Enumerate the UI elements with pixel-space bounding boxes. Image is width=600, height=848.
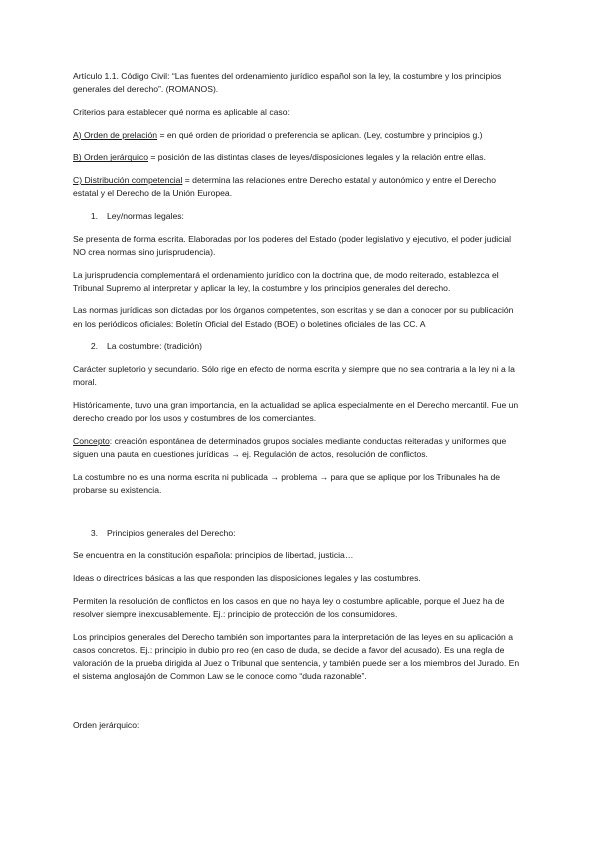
- criterion-c: [73, 174, 523, 200]
- section-2-paragraph-4: La costumbre no es una norma escrita ni publicada → problema → para que se aplique por los Tribunales ha de probarse su existencia.: [73, 471, 501, 495]
- criterion-a-text: = en qué orden de prioridad o preferencia se aplican. (Ley, costumbre y principios g.): [157, 129, 483, 140]
- criterion-b: [73, 151, 523, 164]
- section-1-title: Ley/normas legales:: [107, 210, 184, 221]
- criterion-b-text: = posición de las distintas clases de leyes/disposiciones legales y la relación entre ellas.: [148, 152, 486, 163]
- section-3-paragraph-1: Se encuentra en la constitución española: principios de libertad, justicia…: [73, 550, 354, 561]
- section-3-paragraph-3: Permiten la resolución de conflictos en los casos en que no haya ley o costumbre aplicable, porque el Juez ha de resolver siempre inexcusablemente. Ej.: principio de protección de los consumidores.: [73, 595, 505, 619]
- section-3-paragraph-4: Los principios generales del Derecho también son importantes para la interpretación de las leyes en su aplicación a casos concretos. Ej.: principio in dubio pro reo (en caso de duda, se decide a favor del acusado). Es una regla de valoración de la prueba dirigida al Juez o Tribunal que sentencia, y también puede ser a los miembros del Jurado. En el sistema anglosajón de Common Law se le conoce como “duda razonable”.: [73, 631, 520, 682]
- criterion-c-text: = determina las relaciones entre Derecho estatal y autonómico y entre el Derecho estatal y el Derecho de la Unión Europea.: [73, 175, 496, 199]
- criterion-c-term: C) Distribución competencial: [73, 175, 183, 186]
- section-2-concept: [73, 435, 523, 461]
- section-2-title: La costumbre: (tradición): [107, 341, 203, 352]
- criterion-a-term: A) Orden de prelación: [73, 129, 158, 140]
- section-2-heading: [73, 340, 523, 353]
- section-3-number: 3.: [90, 527, 98, 538]
- section-1-paragraph-1: Se presenta de forma escrita. Elaboradas por los poderes del Estado (poder legislativo y ejecutivo, el poder judicial NO crea normas sino jurisprudencia).: [73, 233, 512, 257]
- section-3-title: Principios generales del Derecho:: [107, 527, 236, 538]
- article-tag: (ROMANOS).: [163, 84, 219, 95]
- article-paragraph: [73, 70, 523, 96]
- spacer: [73, 507, 523, 527]
- section-1-number: 1.: [90, 210, 98, 221]
- section-1-heading: [73, 210, 523, 223]
- criterion-a: [73, 129, 523, 142]
- concept-text: : creación espontánea de determinados grupos sociales mediante conductas reiteradas y uniformes que siguen una pauta en cuestiones jurídicas → ej. Regulación de actos, resolución de conflictos.: [73, 435, 507, 460]
- section-3-paragraph-2: Ideas o directrices básicas a las que responden las disposiciones legales y las costumbres.: [73, 573, 421, 584]
- document-body: [73, 70, 523, 742]
- section-1-paragraph-3: Las normas jurídicas son dictadas por los órganos competentes, son escritas y se dan a conocer por su publicación en los periódicos oficiales: Boletín Oficial del Estado (BOE) o boletines oficiales de las CC. A: [73, 305, 514, 329]
- article-lead: Artículo 1.1. Código Civil: “Las fuentes del ordenamiento jurídico español son la ley, la costumbre y los principios generales del derecho”.: [73, 71, 502, 95]
- section-1-paragraph-2: La jurisprudencia complementará el ordenamiento jurídico con la doctrina que, de modo reiterado, establezca el Tribunal Supremo al interpretar y aplicar la ley, la costumbre y los principios generales del derecho.: [73, 269, 499, 293]
- criterion-b-term: B) Orden jerárquico: [73, 152, 148, 163]
- section-3-heading: [73, 527, 523, 540]
- section-2-paragraph-2: Históricamente, tuvo una gran importancia, en la actualidad se aplica especialmente en el Derecho mercantil. Fue un derecho creado por los usos y costumbres de los comerciantes.: [73, 399, 519, 424]
- section-2-number: 2.: [90, 341, 98, 352]
- closing-heading: Orden jerárquico:: [73, 720, 140, 730]
- spacer: [73, 693, 523, 719]
- criteria-intro: Criterios para establecer qué norma es aplicable al caso:: [73, 106, 290, 117]
- concept-term: Concepto: [73, 435, 110, 446]
- section-2-paragraph-1: Carácter supletorio y secundario. Sólo rige en efecto de norma escrita y siempre que no sea contraria a la ley ni a la moral.: [73, 364, 515, 388]
